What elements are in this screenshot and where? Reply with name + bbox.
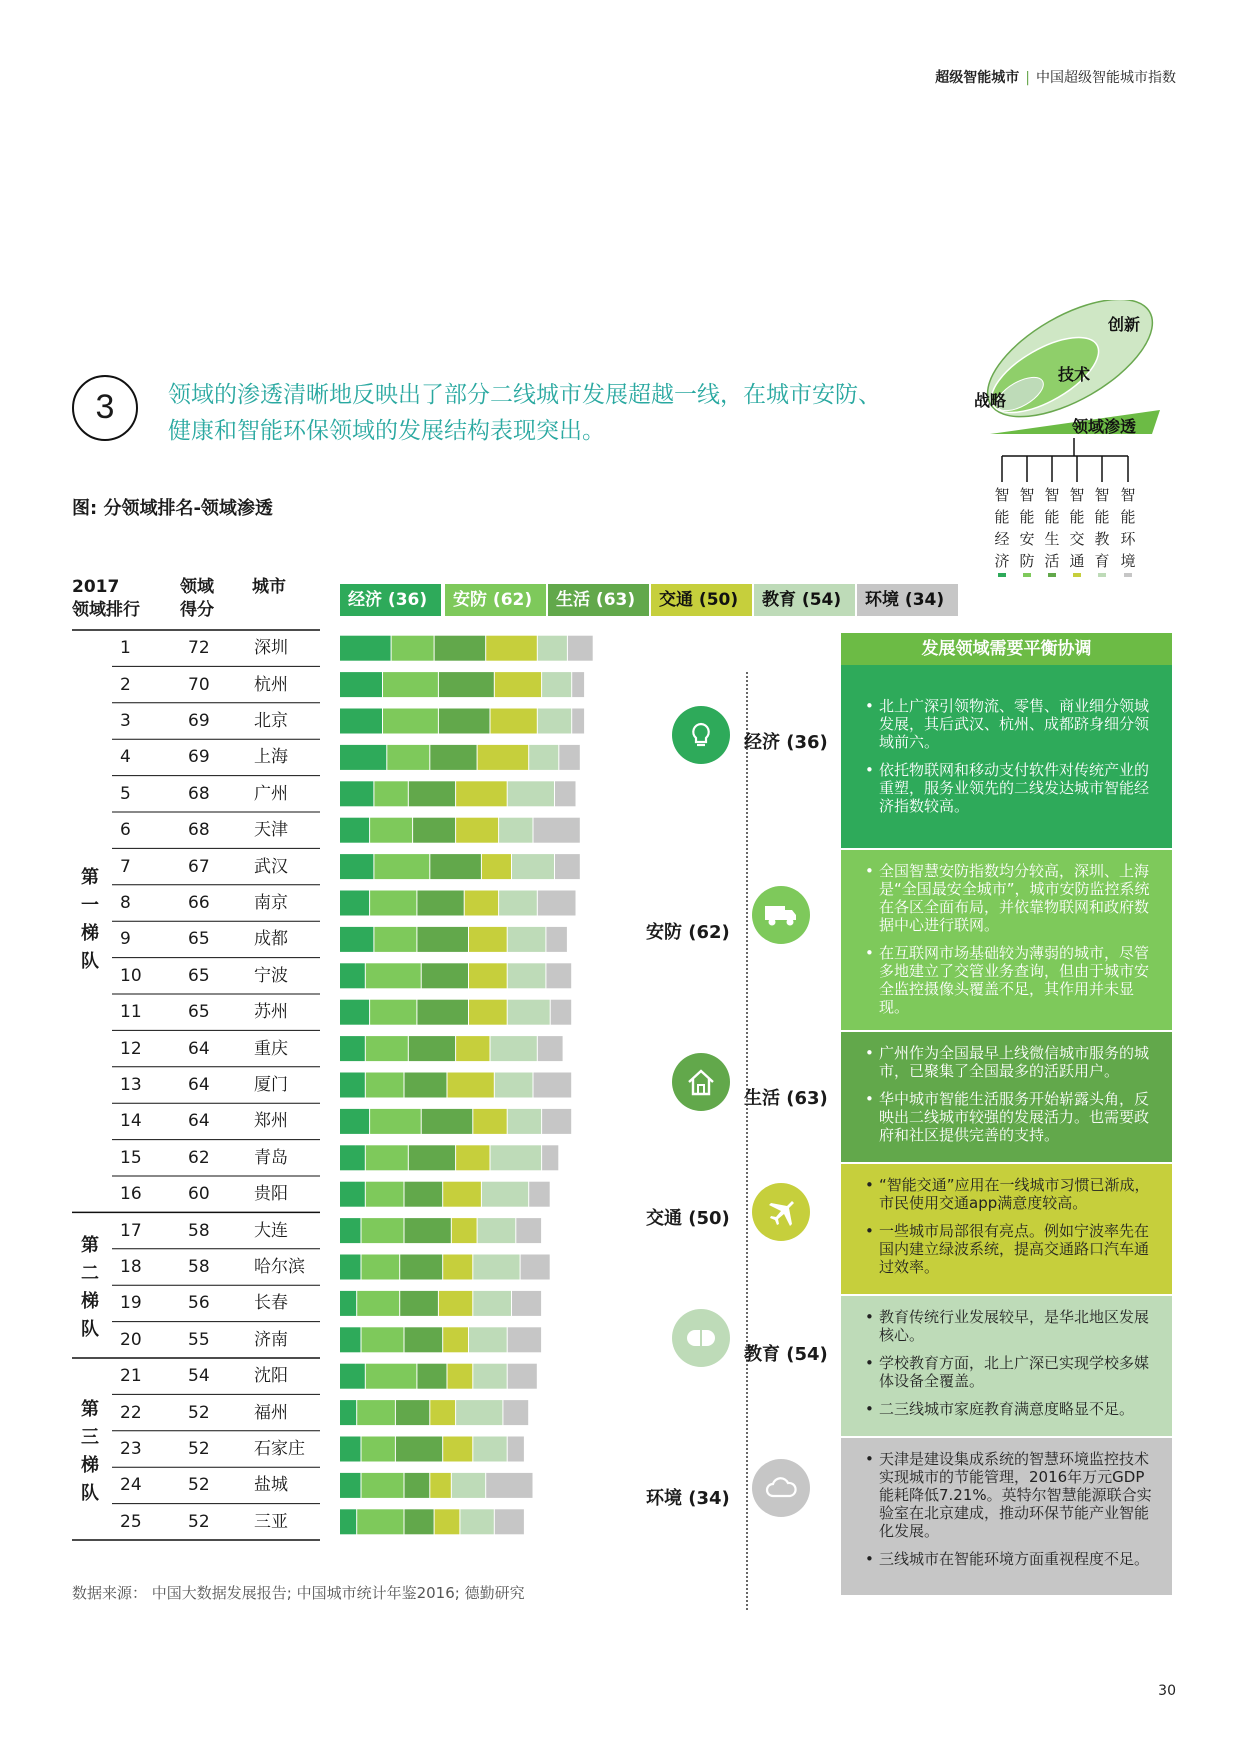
domain-panel-4 <box>841 1164 1172 1294</box>
legend-item-3: 生活 (63) <box>548 584 649 616</box>
row-rank: 6 <box>120 820 131 841</box>
bar-segment-环境 <box>555 854 580 879</box>
bar-segment-生活 <box>405 1327 443 1352</box>
bar-segment-交通 <box>430 1473 451 1498</box>
bar-segment-生活 <box>405 1182 443 1207</box>
domain-label-1: 经济 (36) <box>744 732 828 753</box>
figure-title: 图: 分领域排名-领域渗透 <box>72 498 273 519</box>
domain-bullet-list <box>867 1450 1156 1568</box>
bar-segment-交通 <box>486 636 537 661</box>
row-city: 武汉 <box>254 856 288 877</box>
domain-panel-5 <box>841 1296 1172 1436</box>
bar-segment-环境 <box>555 781 576 806</box>
domain-bullet-list <box>867 1176 1156 1276</box>
bar-segment-生活 <box>413 818 455 843</box>
row-city: 宁波 <box>254 965 288 986</box>
row-city: 杭州 <box>254 674 288 695</box>
bar-segment-环境 <box>486 1473 532 1498</box>
bar-segment-教育 <box>512 854 554 879</box>
tree-leaf-3: 智能生活 <box>1044 486 1060 570</box>
bar-segment-教育 <box>473 1291 511 1316</box>
legend-item-2: 安防 (62) <box>445 584 546 616</box>
domain-bullet: • 三线城市在智能环境方面重视程度不足。 <box>879 1550 1156 1568</box>
bar-segment-交通 <box>448 1073 494 1098</box>
bar-segment-环境 <box>551 1000 572 1025</box>
bar-segment-生活 <box>417 891 463 916</box>
bar-segment-经济 <box>340 636 391 661</box>
home-icon <box>672 1053 730 1111</box>
bar-segment-环境 <box>508 1364 537 1389</box>
bar-segment-生活 <box>405 1073 447 1098</box>
bar-segment-生活 <box>405 1218 451 1243</box>
row-rank: 13 <box>120 1075 142 1095</box>
row-score: 65 <box>188 965 210 986</box>
domain-panel-2 <box>841 850 1172 1030</box>
domain-bullet-list <box>867 697 1156 815</box>
bar-segment-环境 <box>521 1255 550 1280</box>
row-score: 69 <box>188 711 210 731</box>
column-header-score: 领域 得分 <box>180 577 214 620</box>
row-score: 67 <box>188 856 210 877</box>
bar-segment-生活 <box>396 1437 442 1462</box>
row-score: 66 <box>188 893 210 913</box>
row-city: 沈阳 <box>254 1366 288 1387</box>
domain-bullet: • 北上广深引领物流、零售、商业细分领域发展，其后武汉、杭州、成都跻身细分领域前六。 <box>879 697 1156 751</box>
bar-segment-安防 <box>362 1473 404 1498</box>
row-city: 郑州 <box>254 1111 288 1132</box>
domain-bullet: • 广州作为全国最早上线微信城市服务的城市，已聚集了全国最多的活跃用户。 <box>879 1044 1156 1080</box>
row-city: 哈尔滨 <box>254 1257 305 1277</box>
bar-segment-交通 <box>443 1182 481 1207</box>
bar-segment-交通 <box>491 709 537 734</box>
row-rank: 23 <box>120 1439 142 1459</box>
bar-segment-交通 <box>456 818 498 843</box>
row-city: 北京 <box>254 711 288 731</box>
row-city: 厦门 <box>254 1075 288 1095</box>
bar-segment-安防 <box>366 1073 404 1098</box>
bar-segment-教育 <box>482 1182 528 1207</box>
bar-segment-安防 <box>370 1000 416 1025</box>
bar-segment-交通 <box>478 745 529 770</box>
row-city: 大连 <box>254 1220 288 1241</box>
bar-segment-教育 <box>542 672 571 697</box>
section-number: 3 <box>72 375 138 441</box>
bar-segment-教育 <box>456 1400 502 1425</box>
domain-bullet: • 一些城市局部很有亮点。例如宁波率先在国内建立绿波系统，提高交通路口汽车通过效率。 <box>879 1222 1156 1276</box>
row-city: 三亚 <box>254 1511 288 1532</box>
bar-segment-安防 <box>357 1291 399 1316</box>
row-rank: 20 <box>120 1329 142 1350</box>
tree-leaf-2: 智能安防 <box>1019 486 1035 570</box>
domain-label-5: 教育 (54) <box>744 1344 828 1365</box>
bar-segment-教育 <box>529 745 558 770</box>
row-score: 52 <box>188 1475 210 1496</box>
row-score: 64 <box>188 1075 210 1095</box>
bar-segment-安防 <box>387 745 429 770</box>
bar-segment-交通 <box>482 854 511 879</box>
tree-leaf-4: 智能交通 <box>1069 486 1085 570</box>
domain-bullet: • “智能交通”应用在一线城市习惯已渐成，市民使用交通app满意度较高。 <box>879 1176 1156 1212</box>
airplane-icon <box>752 1183 810 1241</box>
label-domain-penetration: 领域渗透 <box>1072 417 1137 436</box>
row-city: 济南 <box>254 1329 288 1350</box>
pill-icon <box>672 1309 730 1367</box>
legend-item-4: 交通 (50) <box>651 584 752 616</box>
row-rank: 5 <box>120 783 131 804</box>
row-score: 65 <box>188 929 210 950</box>
row-city: 南京 <box>254 893 288 913</box>
tier-2-label: 第二梯队 <box>81 1235 99 1340</box>
bar-segment-安防 <box>362 1437 395 1462</box>
row-rank: 14 <box>120 1111 142 1132</box>
row-rank: 12 <box>120 1038 142 1059</box>
bar-segment-教育 <box>508 963 546 988</box>
row-rank: 4 <box>120 747 131 768</box>
bar-segment-环境 <box>512 1291 541 1316</box>
row-city: 石家庄 <box>254 1439 305 1459</box>
row-city: 广州 <box>254 783 288 804</box>
bar-segment-环境 <box>572 709 584 734</box>
domain-label-6: 环境 (34) <box>646 1488 730 1509</box>
domain-bullet-list <box>867 862 1156 1016</box>
row-rank: 9 <box>120 929 131 950</box>
bar-segment-教育 <box>495 1073 533 1098</box>
bar-segment-环境 <box>542 1145 558 1170</box>
bar-segment-生活 <box>439 709 490 734</box>
row-rank: 24 <box>120 1475 142 1496</box>
bar-segment-交通 <box>430 1400 455 1425</box>
row-score: 64 <box>188 1038 210 1059</box>
domain-label-2: 安防 (62) <box>646 922 730 943</box>
row-city: 成都 <box>254 929 288 950</box>
row-city: 天津 <box>254 820 288 841</box>
tier-1-label: 第一梯队 <box>81 867 99 972</box>
domain-bullet: • 学校教育方面，北上广深已实现学校多媒体设备全覆盖。 <box>879 1354 1156 1390</box>
bar-segment-生活 <box>417 927 468 952</box>
bar-segment-环境 <box>508 1327 541 1352</box>
bar-segment-教育 <box>452 1473 485 1498</box>
label-technology: 技术 <box>1058 365 1091 384</box>
bar-segment-交通 <box>439 1291 472 1316</box>
row-score: 58 <box>188 1257 210 1277</box>
domain-bullet: • 华中城市智能生活服务开始崭露头角，反映出二线城市较强的发展活力。也需要政府和社区提供完善的支持。 <box>879 1090 1156 1144</box>
bar-segment-经济 <box>340 1000 369 1025</box>
bar-segment-安防 <box>357 1400 395 1425</box>
bar-segment-生活 <box>417 1000 468 1025</box>
bar-segment-生活 <box>396 1400 429 1425</box>
bar-segment-安防 <box>374 927 416 952</box>
domain-panel-1 <box>841 665 1172 848</box>
row-score: 60 <box>188 1184 210 1205</box>
bar-segment-安防 <box>362 1327 404 1352</box>
section-intro: 领域的渗透清晰地反映出了部分二线城市发展超越一线，在城市安防、健康和智能环保领域的发展结构表现突出。 <box>168 382 881 444</box>
bar-segment-经济 <box>340 745 386 770</box>
bar-segment-经济 <box>340 927 373 952</box>
row-score: 65 <box>188 1002 210 1023</box>
domain-bullet: • 天津是建设集成系统的智慧环境监控技术实现城市的节能管理，2016年万元GDP能耗降低7.21%。英特尔智慧能源联合实验室在北京建成，推动环保节能产业智能化发展。 <box>879 1450 1156 1540</box>
bar-segment-经济 <box>340 1255 361 1280</box>
bar-segment-交通 <box>469 927 507 952</box>
bar-segment-生活 <box>409 1145 455 1170</box>
bar-segment-经济 <box>340 1291 356 1316</box>
bar-segment-交通 <box>452 1218 477 1243</box>
bar-segment-安防 <box>366 1364 417 1389</box>
row-score: 64 <box>188 1111 210 1132</box>
bar-segment-安防 <box>366 1182 404 1207</box>
header-separator: | <box>1025 70 1030 86</box>
row-city: 苏州 <box>254 1002 288 1023</box>
bar-segment-交通 <box>469 963 507 988</box>
bar-segment-教育 <box>508 1000 550 1025</box>
truck-icon <box>752 886 810 944</box>
bar-segment-安防 <box>366 1036 408 1061</box>
bar-segment-经济 <box>340 818 369 843</box>
bar-segment-交通 <box>443 1437 472 1462</box>
bar-segment-安防 <box>370 1109 421 1134</box>
bar-segment-环境 <box>542 1109 571 1134</box>
bar-segment-经济 <box>340 1036 365 1061</box>
row-rank: 15 <box>120 1147 142 1168</box>
bar-segment-安防 <box>383 672 438 697</box>
dotted-divider <box>746 672 748 1610</box>
bar-segment-教育 <box>491 1145 542 1170</box>
row-city: 重庆 <box>254 1038 288 1059</box>
bar-segment-生活 <box>435 636 486 661</box>
bar-segment-交通 <box>495 672 541 697</box>
row-rank: 1 <box>120 638 131 659</box>
legend-item-6: 环境 (34) <box>857 584 958 616</box>
row-city: 深圳 <box>254 638 288 659</box>
legend-item-5: 教育 (54) <box>754 584 855 616</box>
bar-segment-教育 <box>508 927 546 952</box>
bar-segment-环境 <box>572 672 584 697</box>
bar-segment-安防 <box>383 709 438 734</box>
row-city: 青岛 <box>254 1147 288 1168</box>
bar-segment-经济 <box>340 1145 365 1170</box>
row-score: 68 <box>188 783 210 804</box>
bar-segment-生活 <box>422 1109 473 1134</box>
row-rank: 21 <box>120 1366 142 1387</box>
domain-bullet: • 教育传统行业发展较早，是华北地区发展核心。 <box>879 1308 1156 1344</box>
row-city: 福州 <box>254 1402 288 1423</box>
bar-segment-经济 <box>340 781 373 806</box>
label-innovation: 创新 <box>1108 315 1141 334</box>
row-rank: 10 <box>120 965 142 986</box>
row-score: 62 <box>188 1147 210 1168</box>
tier-3-label: 第三梯队 <box>81 1399 99 1504</box>
bar-segment-安防 <box>370 891 416 916</box>
bar-segment-生活 <box>400 1291 438 1316</box>
bar-segment-生活 <box>430 745 476 770</box>
bar-segment-交通 <box>448 1364 473 1389</box>
bar-segment-安防 <box>366 963 421 988</box>
bar-segment-安防 <box>362 1218 404 1243</box>
bar-segment-教育 <box>460 1509 493 1534</box>
row-score: 70 <box>188 674 210 695</box>
row-city: 上海 <box>254 747 288 768</box>
bar-segment-经济 <box>340 1437 361 1462</box>
bar-segment-环境 <box>546 963 571 988</box>
bar-segment-教育 <box>469 1327 507 1352</box>
bar-segment-安防 <box>357 1509 403 1534</box>
row-rank: 17 <box>120 1220 142 1241</box>
row-rank: 3 <box>120 711 131 731</box>
data-source: 数据来源： 中国大数据发展报告; 中国城市统计年鉴2016; 德勤研究 <box>72 1584 525 1602</box>
row-rank: 11 <box>120 1002 142 1023</box>
bar-segment-交通 <box>473 1109 506 1134</box>
row-rank: 25 <box>120 1511 142 1532</box>
bar-segment-生活 <box>409 1036 455 1061</box>
column-header-city: 城市 <box>252 577 286 597</box>
row-score: 69 <box>188 747 210 768</box>
row-score: 52 <box>188 1511 210 1532</box>
row-score: 56 <box>188 1293 210 1314</box>
lightbulb-icon <box>672 706 730 764</box>
domain-bullet: • 在互联网市场基础较为薄弱的城市，尽管多地建立了交管业务查询，但由于城市安全监控摄像头覆盖不足，其作用并未显现。 <box>879 944 1156 1016</box>
bar-segment-环境 <box>559 745 580 770</box>
bar-segment-教育 <box>508 781 554 806</box>
row-score: 72 <box>188 638 210 659</box>
bar-segment-生活 <box>405 1509 434 1534</box>
bar-segment-环境 <box>529 1182 550 1207</box>
bar-segment-经济 <box>340 1182 365 1207</box>
bar-segment-经济 <box>340 1218 361 1243</box>
bar-segment-教育 <box>538 709 571 734</box>
bar-segment-交通 <box>456 781 507 806</box>
domain-label-4: 交通 (50) <box>646 1208 730 1229</box>
bar-segment-安防 <box>374 854 429 879</box>
bar-segment-教育 <box>473 1364 506 1389</box>
bar-segment-安防 <box>374 781 407 806</box>
domain-bullet-list <box>867 1308 1156 1418</box>
bar-segment-教育 <box>491 1036 537 1061</box>
bar-segment-安防 <box>370 818 412 843</box>
bar-segment-环境 <box>495 1509 524 1534</box>
bar-segment-经济 <box>340 1327 361 1352</box>
bar-segment-经济 <box>340 1073 365 1098</box>
bar-segment-生活 <box>422 963 468 988</box>
page-number: 30 <box>1158 1683 1176 1699</box>
row-rank: 7 <box>120 856 131 877</box>
bar-segment-生活 <box>417 1364 446 1389</box>
domain-bullet: • 全国智慧安防指数均分较高，深圳、上海是“全国最安全城市”，城市安防监控系统在各区全面布局，并依靠物联网和政府数据中心进行联网。 <box>879 862 1156 934</box>
label-strategy: 战略 <box>974 391 1007 410</box>
bar-segment-环境 <box>546 927 567 952</box>
bar-segment-经济 <box>340 709 382 734</box>
domain-panel-3 <box>841 1032 1172 1162</box>
bar-segment-交通 <box>456 1036 489 1061</box>
row-city: 长春 <box>254 1293 288 1314</box>
bar-segment-教育 <box>538 636 567 661</box>
domain-panel-6 <box>841 1438 1172 1595</box>
header-title-bold: 超级智能城市 <box>935 70 1020 86</box>
right-panel-title: 发展领域需要平衡协调 <box>841 633 1172 665</box>
bar-segment-经济 <box>340 1109 369 1134</box>
bar-segment-安防 <box>392 636 434 661</box>
bar-segment-环境 <box>534 1073 572 1098</box>
row-score: 55 <box>188 1329 210 1350</box>
bar-segment-交通 <box>443 1255 472 1280</box>
bar-segment-经济 <box>340 1473 361 1498</box>
bar-segment-教育 <box>473 1255 519 1280</box>
bar-segment-经济 <box>340 672 382 697</box>
bar-segment-交通 <box>465 891 498 916</box>
row-rank: 18 <box>120 1257 142 1277</box>
bar-segment-交通 <box>456 1145 489 1170</box>
bar-segment-教育 <box>508 1109 541 1134</box>
bar-segment-环境 <box>508 1437 524 1462</box>
tree-leaf-1: 智能经济 <box>994 486 1010 570</box>
bar-segment-经济 <box>340 1364 365 1389</box>
bar-segment-教育 <box>499 891 537 916</box>
header-title: 中国超级智能城市指数 <box>1036 70 1176 86</box>
bar-segment-交通 <box>469 1000 507 1025</box>
bar-segment-生活 <box>400 1255 442 1280</box>
bar-segment-生活 <box>409 781 455 806</box>
tree-leaf-5: 智能教育 <box>1094 486 1110 570</box>
row-rank: 2 <box>120 674 131 695</box>
domain-bullet: • 二三线城市家庭教育满意度略显不足。 <box>879 1400 1156 1418</box>
domain-label-3: 生活 (63) <box>744 1088 828 1109</box>
bar-segment-交通 <box>435 1509 460 1534</box>
row-rank: 19 <box>120 1293 142 1314</box>
bar-segment-生活 <box>405 1473 430 1498</box>
bar-segment-环境 <box>538 891 576 916</box>
bar-segment-生活 <box>439 672 494 697</box>
legend-item-1: 经济 (36) <box>340 584 441 616</box>
row-city: 盐城 <box>254 1475 288 1496</box>
row-city: 贵阳 <box>254 1184 288 1205</box>
bar-segment-环境 <box>538 1036 563 1061</box>
row-score: 52 <box>188 1402 210 1423</box>
bar-segment-经济 <box>340 963 365 988</box>
bar-segment-教育 <box>478 1218 516 1243</box>
row-score: 58 <box>188 1220 210 1241</box>
row-score: 68 <box>188 820 210 841</box>
row-score: 52 <box>188 1439 210 1459</box>
row-score: 54 <box>188 1366 210 1387</box>
bar-segment-经济 <box>340 1509 356 1534</box>
bar-segment-经济 <box>340 854 373 879</box>
bar-segment-环境 <box>568 636 593 661</box>
bar-segment-安防 <box>366 1145 408 1170</box>
bar-segment-环境 <box>534 818 580 843</box>
domain-bullet: • 依托物联网和移动支付软件对传统产业的重塑，服务业领先的二线发达城市智能经济指数较高。 <box>879 761 1156 815</box>
bar-segment-安防 <box>362 1255 400 1280</box>
bar-segment-环境 <box>516 1218 541 1243</box>
cloud-icon <box>752 1459 810 1517</box>
bar-segment-生活 <box>430 854 481 879</box>
bar-segment-交通 <box>443 1327 468 1352</box>
bar-segment-教育 <box>473 1437 506 1462</box>
row-rank: 16 <box>120 1184 142 1205</box>
row-rank: 8 <box>120 893 131 913</box>
bar-segment-教育 <box>499 818 532 843</box>
column-header-rank: 2017 领域排行 <box>72 577 140 620</box>
tree-leaf-6: 智能环境 <box>1120 486 1136 570</box>
bar-segment-经济 <box>340 1400 356 1425</box>
domain-bullet-list <box>867 1044 1156 1144</box>
bar-segment-经济 <box>340 891 369 916</box>
bar-segment-环境 <box>503 1400 528 1425</box>
row-rank: 22 <box>120 1402 142 1423</box>
